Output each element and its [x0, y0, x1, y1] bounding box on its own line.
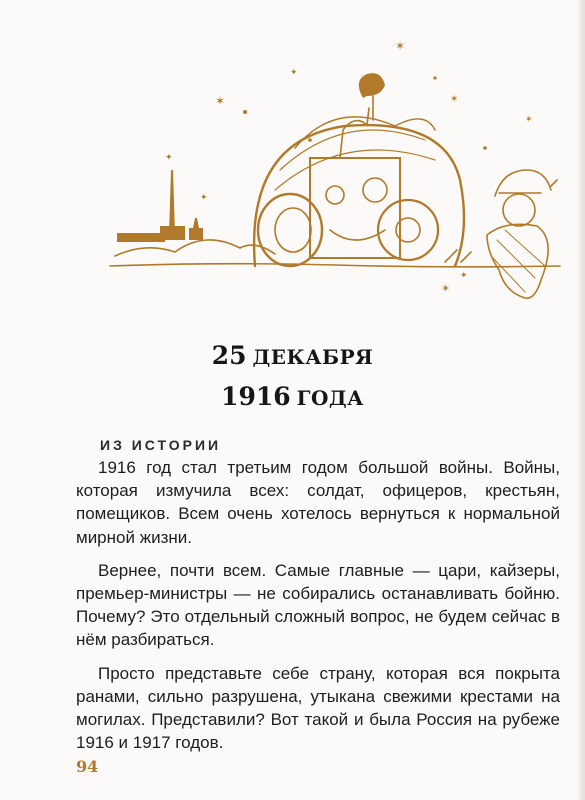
- ground-line: [110, 264, 560, 267]
- page-number: 94: [76, 757, 99, 776]
- section-label: ИЗ ИСТОРИИ: [100, 437, 222, 453]
- star-icon: ✶: [395, 39, 406, 53]
- snow-hill: [115, 240, 275, 256]
- paragraph: 1916 год стал третьим годом большой войны. Войны, которая измучила всех: солдат, офицеров, крестьян, помещиков. Всем очень хотелось вернуться к нормальной мирной жизни.: [76, 458, 560, 547]
- star-icon: ✦: [460, 271, 468, 281]
- star-icon: ✶: [215, 94, 226, 108]
- title-line-1: [0, 337, 585, 378]
- city-skyline-icon: [117, 170, 203, 242]
- star-icon: ✶: [525, 115, 533, 125]
- gear-icon: [378, 200, 438, 260]
- stars: [165, 39, 533, 295]
- star-icon: ✦: [165, 153, 173, 163]
- paragraph: Вернее, почти всем. Самые главные — цари, кайзеры, премьер-министры — не собирались останавливать бойню. Почему? Это отдельный сложный вопрос, не будем сейчас в нём разбираться.: [76, 560, 560, 650]
- star-icon: ✦: [290, 68, 298, 78]
- page-title: [0, 337, 585, 419]
- paragraph: Просто представьте себе страну, которая вся покрыта ранами, сильно разрушена, утыкана свежими крестами на могилах. Представили? Вот такой и была Россия на рубеже 1916 и 1917 годов.: [76, 663, 560, 753]
- title-day: 25: [211, 341, 247, 370]
- body-text: [76, 456, 560, 764]
- wheel-icon: [258, 194, 322, 266]
- star-icon: ✦: [200, 193, 208, 203]
- title-year: 1916: [221, 382, 291, 411]
- title-year-word: ГОДА: [296, 386, 364, 410]
- title-line-2: [0, 378, 585, 419]
- title-month: ДЕКАБРЯ: [252, 345, 374, 369]
- star-icon: ✶: [450, 94, 459, 105]
- dome-shape: [254, 125, 464, 266]
- snowman-icon: [487, 170, 557, 298]
- header-illustration: [105, 30, 565, 310]
- star-icon: ✶: [441, 282, 451, 295]
